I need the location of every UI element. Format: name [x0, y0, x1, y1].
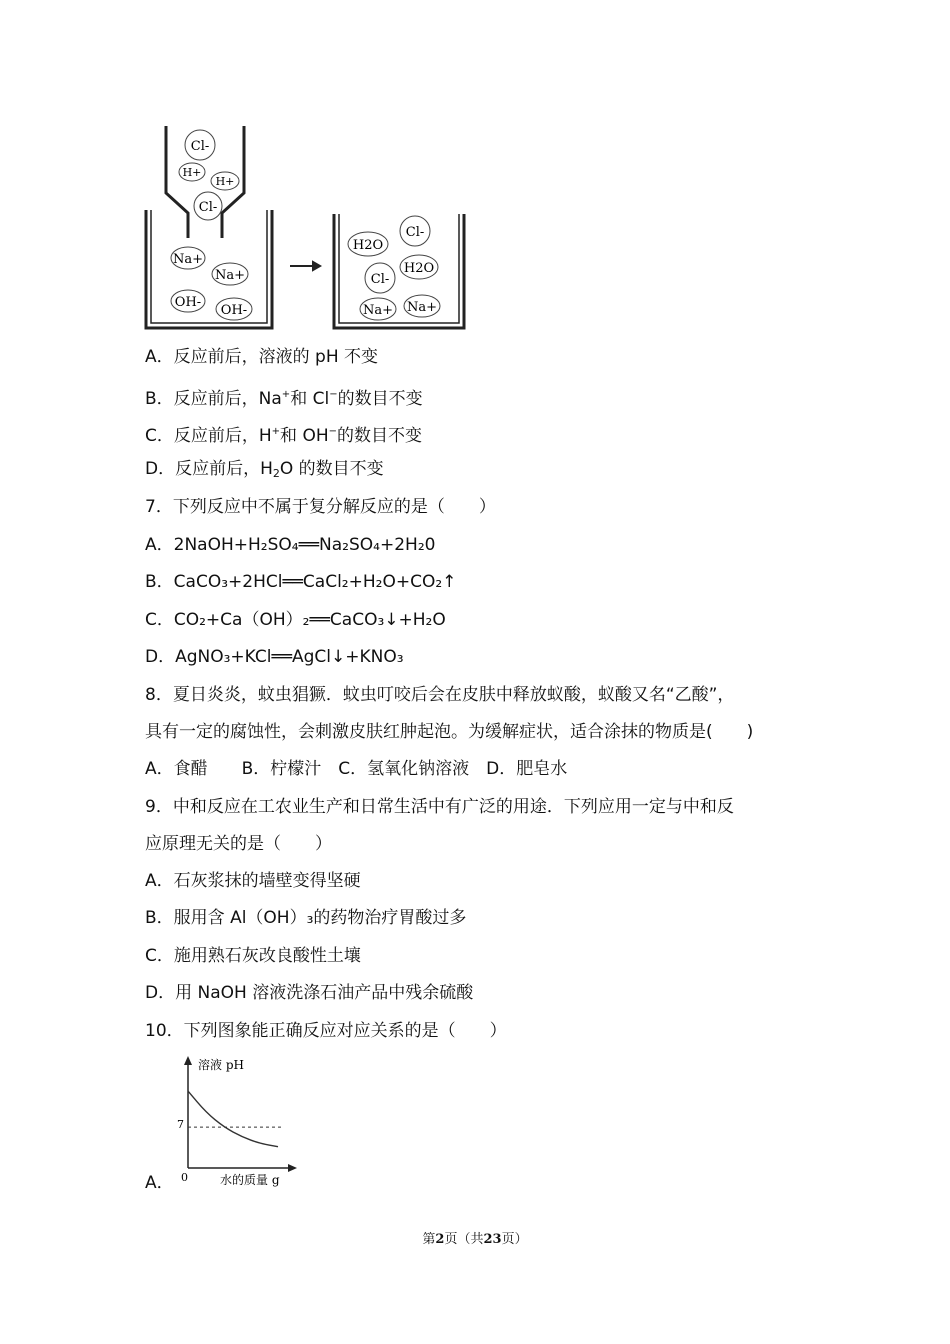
beaker2-ion-4: H2O — [403, 261, 435, 276]
q9-option-c: C．施用熟石灰改良酸性土壤 — [145, 946, 361, 966]
footer-pre: 第 — [422, 1232, 436, 1247]
funnel-ion-1: Cl- — [190, 139, 210, 154]
q6-d-pre: D．反应前后，H — [145, 459, 273, 479]
footer-total-pages: 23 — [483, 1232, 502, 1247]
origin-label: 0 — [181, 1171, 188, 1184]
q7-option-d: D．AgNO₃+KCl══AgCl↓+KNO₃ — [145, 647, 404, 667]
funnel-ion-2: H+ — [182, 166, 202, 179]
reaction-diagram — [140, 118, 475, 338]
q8-stem-line2: 具有一定的腐蚀性，会刺激皮肤红肿起泡。为缓解症状，适合涂抹的物质是( ) — [145, 722, 754, 742]
minus-sign: − — [329, 389, 338, 400]
page-footer — [0, 1228, 950, 1247]
plus-sign: + — [271, 426, 281, 437]
q6-c-pre: C．反应前后，H — [145, 426, 272, 446]
q7-option-a: A．2NaOH+H₂SO₄══Na₂SO₄+2H₂0 — [145, 535, 436, 555]
funnel-ion-3: H+ — [215, 175, 235, 188]
footer-post: 页） — [501, 1232, 528, 1247]
ph-series-line-0 — [188, 1091, 278, 1147]
reaction-arrow — [290, 262, 320, 270]
q7-stem: 7．下列反应中不属于复分解反应的是（ ） — [145, 497, 496, 517]
plus-sign: + — [281, 389, 291, 400]
q7-option-c: C．CO₂+Ca（OH）₂══CaCO₃↓+H₂O — [145, 610, 446, 630]
q6-d-post: O 的数目不变 — [279, 459, 384, 479]
q6-b-mid: 和 Cl — [290, 389, 330, 409]
funnel-ion-4: Cl- — [198, 200, 218, 215]
minus-sign: − — [328, 426, 338, 437]
q9-stem-line1: 9．中和反应在工农业生产和日常生活中有广泛的用途．下列应用一定与中和反 — [145, 797, 734, 817]
y-axis-arrow — [184, 1056, 192, 1065]
beaker-left — [146, 210, 272, 328]
q6-option-d — [145, 458, 384, 485]
beaker1-ion-4: OH- — [220, 303, 248, 318]
footer-mid: 页（共 — [444, 1232, 484, 1247]
q6-option-c — [145, 421, 422, 447]
subscript-2: 2 — [272, 467, 280, 480]
q6-c-mid: 和 OH — [280, 426, 329, 446]
q9-option-a: A．石灰浆抹的墙壁变得坚硬 — [145, 871, 361, 891]
q10-option-a-label: A． — [145, 1173, 174, 1193]
q9-stem-line2: 应原理无关的是（ ） — [145, 834, 332, 854]
q8-options: A．食醋 B．柠檬汁 C．氢氧化钠溶液 D．肥皂水 — [145, 759, 568, 779]
beaker2-ion-2: Cl- — [405, 225, 425, 240]
beaker2-ion-1: H2O — [352, 238, 384, 253]
q9-option-d: D．用 NaOH 溶液洗涤石油产品中残余硫酸 — [145, 983, 474, 1003]
beaker1-ion-2: Na+ — [214, 268, 246, 283]
beaker1-ion-3: OH- — [174, 295, 202, 310]
beaker-right — [334, 214, 464, 328]
footer-page-number: 2 — [435, 1232, 445, 1247]
q8-stem-line1: 8．夏日炎炎，蚊虫猖獗．蚊虫叮咬后会在皮肤中释放蚁酸，蚁酸又名“乙酸”， — [145, 685, 735, 705]
x-axis-label: 水的质量 g — [220, 1173, 280, 1187]
q6-option-b — [145, 384, 423, 410]
q6-option-a: A．反应前后，溶液的 pH 不变 — [145, 347, 379, 367]
q6-b-pre: B．反应前后，Na — [145, 389, 282, 409]
beaker2-ion-3: Cl- — [370, 272, 390, 287]
q9-option-b: B．服用含 Al（OH）₃的药物治疗胃酸过多 — [145, 908, 467, 928]
beaker2-ion-6: Na+ — [406, 300, 438, 315]
y-axis-label: 溶液 pH — [198, 1058, 244, 1072]
y-tick-label-7: 7 — [177, 1118, 184, 1131]
beaker1-ion-1: Na+ — [172, 252, 204, 267]
q6-c-post: 的数目不变 — [337, 426, 423, 446]
q7-option-b: B．CaCO₃+2HCl══CaCl₂+H₂O+CO₂↑ — [145, 572, 457, 592]
q6-b-post: 的数目不变 — [337, 389, 423, 409]
beaker2-ion-5: Na+ — [362, 303, 394, 318]
x-axis-arrow — [288, 1164, 297, 1172]
ph-chart — [170, 1048, 310, 1190]
q10-stem: 10．下列图象能正确反应对应关系的是（ ） — [145, 1021, 507, 1041]
